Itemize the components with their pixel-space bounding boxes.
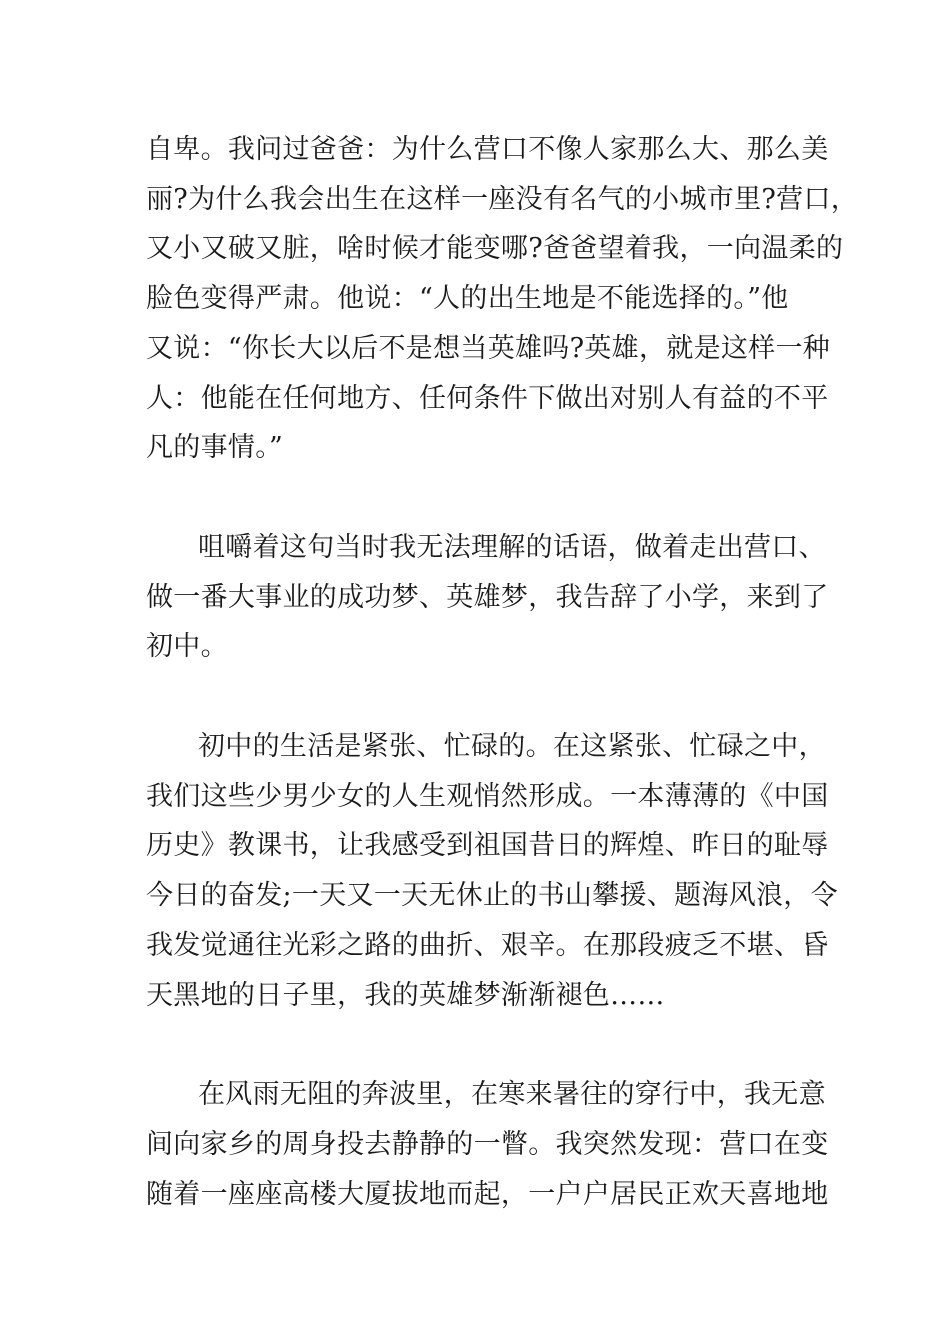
paragraph-3-line-1: 初中的生活是紧张、忙碌的。在这紧张、忙碌之中， — [198, 731, 826, 762]
paragraph-3-line-6: 天黑地的日子里，我的英雄梦渐渐褪色…… — [146, 980, 665, 1011]
paragraph-3-line-3: 历史》教课书，让我感受到祖国昔日的辉煌、昨日的耻辱 — [146, 830, 829, 861]
paragraph-2-line-2: 做一番大事业的成功梦、英雄梦，我告辞了小学，来到了 — [146, 582, 829, 613]
paragraph-1-line-3: 又小又破又脏，啥时候才能变哪?爸爸望着我，一向温柔的 — [146, 233, 844, 264]
paragraph-1-line-7: 凡的事情。” — [146, 432, 284, 463]
paragraph-2-line-1: 咀嚼着这句当时我无法理解的话语，做着走出营口、 — [198, 532, 826, 563]
paragraph-3-line-2: 我们这些少男少女的人生观悄然形成。一本薄薄的《中国 — [146, 781, 829, 812]
paragraph-2-line-3: 初中。 — [146, 631, 228, 662]
paragraph-1-line-5: 又说：“你长大以后不是想当英雄吗?英雄，就是这样一种 — [146, 333, 831, 364]
paragraph-3-line-5: 我发觉通往光彩之路的曲折、艰辛。在那段疲乏不堪、昏 — [146, 930, 829, 961]
paragraph-1-line-6: 人：他能在任何地方、任何条件下做出对别人有益的不平 — [146, 383, 829, 414]
paragraph-1-line-1: 自卑。我问过爸爸：为什么营口不像人家那么大、那么美 — [146, 134, 829, 165]
paragraph-4-line-3: 随着一座座高楼大厦拔地而起，一户户居民正欢天喜地地 — [146, 1179, 829, 1210]
paragraph-3-line-4: 今日的奋发;一天又一天无休止的书山攀援、题海风浪，令 — [146, 880, 838, 911]
paragraph-1-line-2: 丽?为什么我会出生在这样一座没有名气的小城市里?营口， — [146, 184, 859, 215]
paragraph-4-line-2: 间向家乡的周身投去静静的一瞥。我突然发现：营口在变 — [146, 1129, 829, 1160]
paragraph-4-line-1: 在风雨无阻的奔波里，在寒来暑往的穿行中，我无意 — [198, 1079, 826, 1110]
paragraph-1-line-4: 脸色变得严肃。他说：“人的出生地是不能选择的。”他 — [146, 283, 789, 314]
